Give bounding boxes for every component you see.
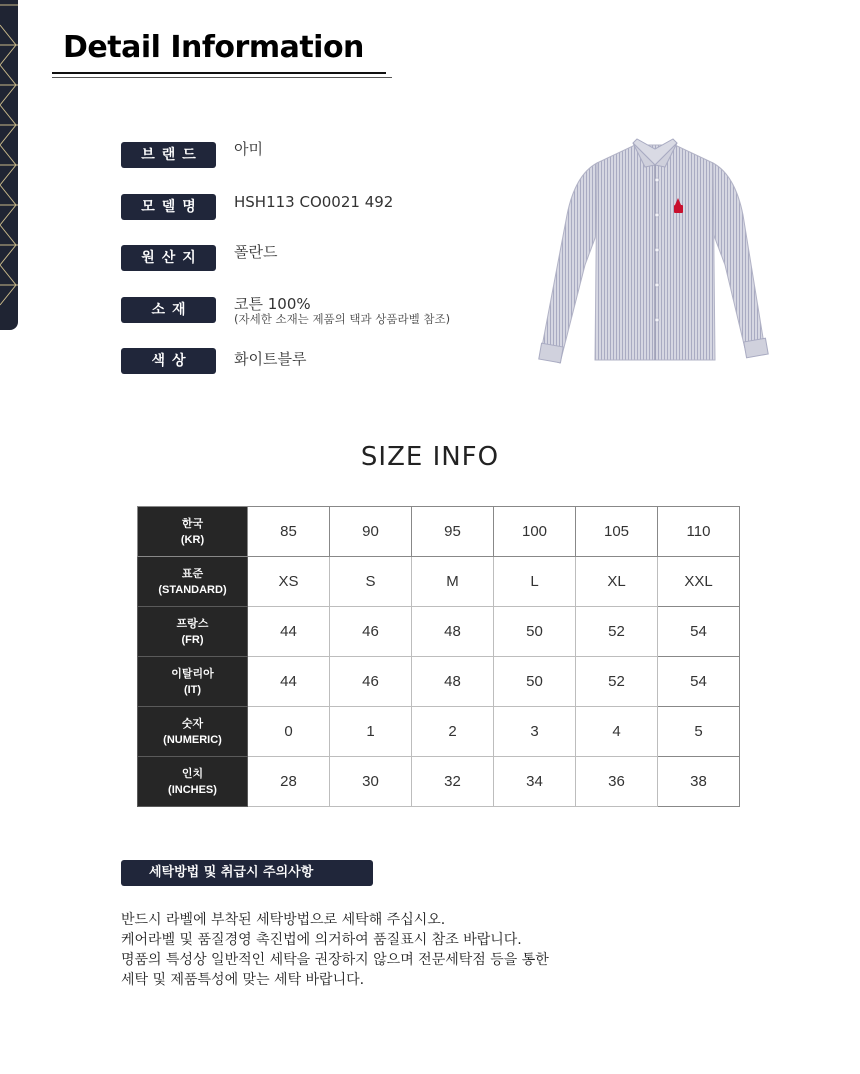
table-cell: 3	[494, 707, 576, 757]
table-row	[138, 607, 740, 657]
row-header: 한국 (KR)	[138, 507, 248, 557]
table-cell: XXL	[658, 557, 740, 607]
spec-value: HSH113 CO0021 492	[234, 193, 394, 211]
title-underline	[52, 72, 386, 74]
page-title: Detail Information	[63, 30, 364, 65]
decorative-strip	[0, 0, 18, 330]
table-cell: 44	[248, 657, 330, 707]
row-header: 이탈리아 (IT)	[138, 657, 248, 707]
table-row	[138, 707, 740, 757]
spec-value: 화이트블루	[234, 350, 307, 368]
table-cell: M	[412, 557, 494, 607]
table-cell: 46	[330, 657, 412, 707]
table-cell: 36	[576, 757, 658, 807]
care-line: 세탁 및 제품특성에 맞는 세탁 바랍니다.	[121, 972, 365, 988]
care-line: 명품의 특성상 일반적인 세탁을 권장하지 않으며 전문세탁점 등을 통한	[121, 952, 549, 968]
table-cell: L	[494, 557, 576, 607]
table-cell: S	[330, 557, 412, 607]
row-header: 인치 (INCHES)	[138, 757, 248, 807]
table-cell: 54	[658, 607, 740, 657]
table-cell: 2	[412, 707, 494, 757]
row-header: 표준 (STANDARD)	[138, 557, 248, 607]
care-line: 반드시 라벨에 부착된 세탁방법으로 세탁해 주십시오.	[121, 912, 446, 928]
table-cell: 100	[494, 507, 576, 557]
table-cell: 44	[248, 607, 330, 657]
spec-value: 폴란드	[234, 243, 278, 261]
table-cell: 1	[330, 707, 412, 757]
table-row	[138, 557, 740, 607]
row-header: 숫자 (NUMERIC)	[138, 707, 248, 757]
care-instructions	[121, 910, 549, 990]
table-cell: 4	[576, 707, 658, 757]
table-cell: 105	[576, 507, 658, 557]
product-image-shirt	[535, 135, 775, 375]
title-underline-thin	[52, 77, 392, 78]
table-cell: 95	[412, 507, 494, 557]
table-cell: 32	[412, 757, 494, 807]
spec-note: (자세한 소재는 제품의 택과 상품라벨 참조)	[234, 312, 451, 326]
table-cell: 28	[248, 757, 330, 807]
table-cell: XS	[248, 557, 330, 607]
table-cell: 52	[576, 657, 658, 707]
spec-label: 모델명	[121, 194, 216, 220]
spec-value: 아미	[234, 140, 263, 158]
table-cell: 46	[330, 607, 412, 657]
table-cell: 38	[658, 757, 740, 807]
table-row	[138, 507, 740, 557]
table-cell: 0	[248, 707, 330, 757]
table-cell: 48	[412, 657, 494, 707]
table-cell: 54	[658, 657, 740, 707]
table-row	[138, 657, 740, 707]
care-line: 케어라벨 및 품질경영 촉진법에 의거하여 품질표시 참조 바랍니다.	[121, 932, 522, 948]
table-row	[138, 757, 740, 807]
table-cell: 85	[248, 507, 330, 557]
table-cell: 52	[576, 607, 658, 657]
table-cell: 5	[658, 707, 740, 757]
spec-value: 코튼 100%	[234, 295, 311, 313]
care-title-badge: 세탁방법 및 취급시 주의사항	[121, 860, 373, 886]
spec-label: 색상	[121, 348, 216, 374]
table-cell: XL	[576, 557, 658, 607]
table-cell: 50	[494, 607, 576, 657]
row-header: 프랑스 (FR)	[138, 607, 248, 657]
table-cell: 50	[494, 657, 576, 707]
size-table	[137, 506, 740, 807]
spec-label: 브랜드	[121, 142, 216, 168]
table-cell: 48	[412, 607, 494, 657]
spec-label: 소재	[121, 297, 216, 323]
table-cell: 30	[330, 757, 412, 807]
size-info-title: SIZE INFO	[360, 442, 500, 472]
table-cell: 110	[658, 507, 740, 557]
table-cell: 90	[330, 507, 412, 557]
table-cell: 34	[494, 757, 576, 807]
spec-label: 원산지	[121, 245, 216, 271]
